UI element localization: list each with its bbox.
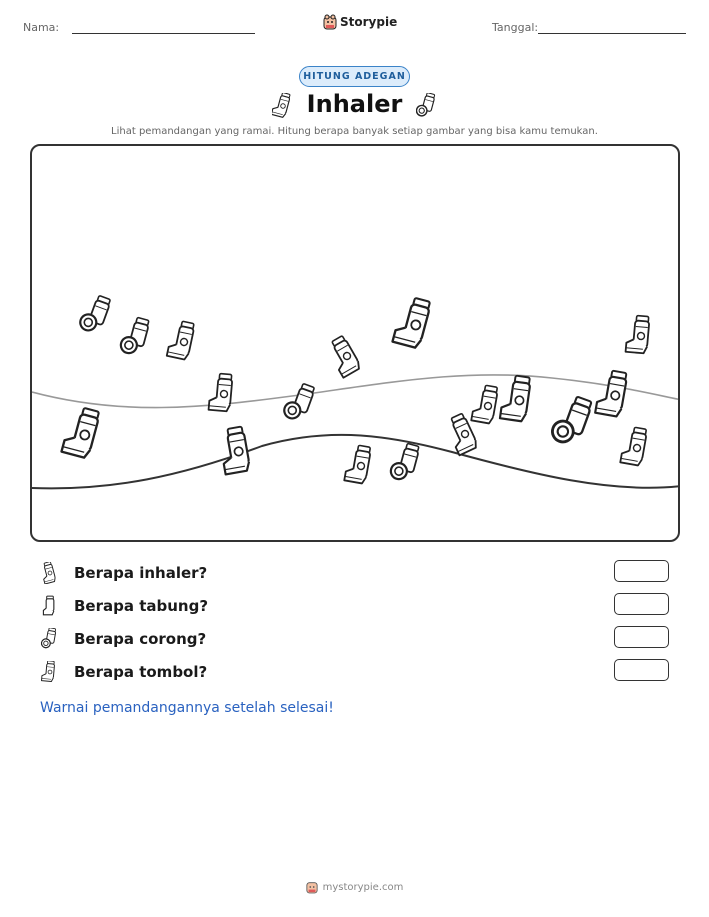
question-row (40, 593, 208, 619)
inhaler (344, 444, 371, 484)
inhaler (550, 393, 593, 448)
question-text: Berapa corong? (74, 630, 207, 648)
inhaler (61, 405, 100, 459)
question-text: Berapa inhaler? (74, 564, 208, 582)
inhaler (595, 369, 628, 417)
answer-box[interactable] (614, 626, 669, 648)
page-title: Inhaler (306, 90, 403, 118)
question-text: Berapa tabung? (74, 597, 209, 615)
brand-logo (323, 14, 397, 30)
inhaler (500, 374, 531, 421)
storypie-mascot-icon (306, 880, 318, 894)
answer-box[interactable] (614, 593, 669, 615)
counting-scene[interactable] (30, 144, 680, 542)
instructions: Lihat pemandangan yang ramai. Hitung berapa banyak setiap gambar yang bisa kamu temukan. (111, 126, 598, 137)
question-text: Berapa tombol? (74, 663, 208, 681)
name-field[interactable] (72, 33, 255, 34)
button-icon (40, 661, 60, 683)
footer-url[interactable]: mystorypie.com (322, 881, 404, 893)
inhaler (209, 373, 233, 412)
inhaler-icon (416, 93, 438, 119)
inhaler-icon (40, 562, 60, 584)
question-row (40, 560, 207, 586)
name-label: Nama: (23, 21, 60, 34)
inhaler (167, 320, 195, 361)
inhaler (325, 335, 362, 378)
question-row (40, 626, 206, 652)
inhaler (218, 426, 251, 474)
date-field[interactable] (538, 33, 686, 34)
inhaler (78, 292, 111, 334)
canister-icon (40, 595, 60, 617)
inhaler (389, 441, 420, 482)
scene-illustration (32, 146, 680, 542)
inhaler (119, 315, 150, 356)
inhaler (626, 315, 650, 354)
activity-badge: HITUNG ADEGAN (299, 66, 410, 87)
inhaler (392, 295, 431, 349)
inhaler (471, 384, 498, 424)
answer-box[interactable] (614, 560, 669, 582)
date-label: Tanggal: (492, 21, 539, 34)
inhaler (620, 426, 647, 466)
inhaler (282, 380, 315, 422)
question-row (40, 659, 207, 685)
mouthpiece-icon (40, 628, 60, 650)
answer-box[interactable] (614, 659, 669, 681)
footer (0, 880, 709, 894)
storypie-mascot-icon (323, 14, 337, 30)
brand-name: Storypie (340, 15, 398, 29)
coloring-note: Warnai pemandangannya setelah selesai! (40, 700, 334, 716)
